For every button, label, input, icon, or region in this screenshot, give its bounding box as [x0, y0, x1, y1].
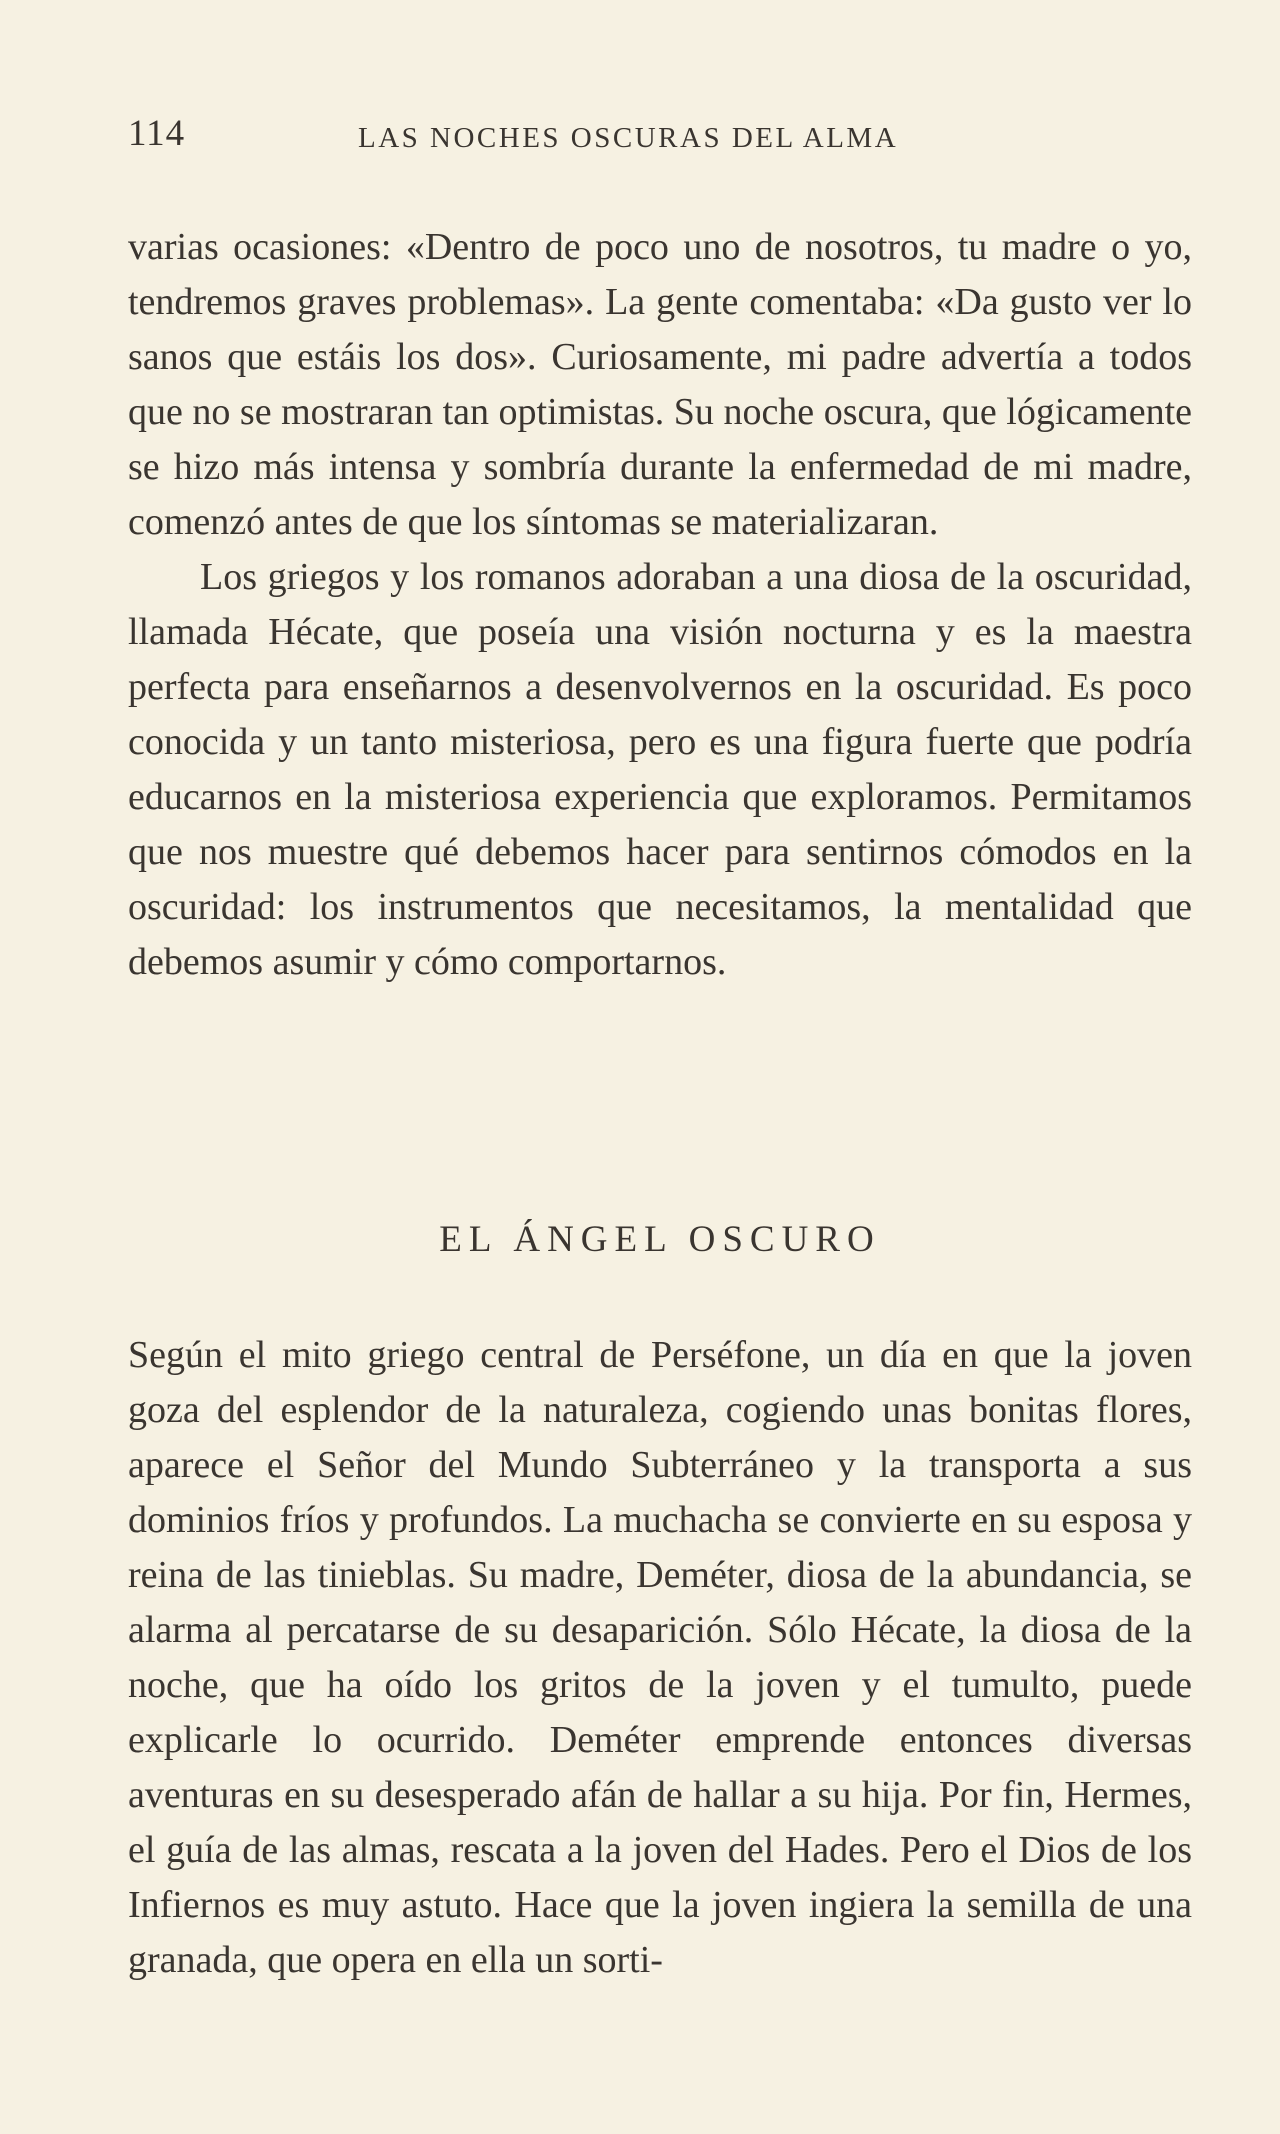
page-header: [128, 112, 1188, 162]
paragraph-persephone-myth: Según el mito griego central de Perséfone, un día en que la joven goza del esplendor de la naturaleza, cogiendo unas bonitas flores, aparece el Señor del Mundo Subterráneo y la transporta a sus dominios fríos y profundos. La muchacha se convierte en su esposa y reina de las tinieblas. Su madre, Deméter, diosa de la abundancia, se alarma al percatarse de su desaparición. Sólo Hécate, la diosa de la noche, que ha oído los gritos de la joven y el tumulto, puede explicarle lo ocurrido. Deméter emprende entonces diversas aventuras en su desesperado afán de hallar a su hija. Por fin, Hermes, el guía de las almas, rescata a la joven del Hades. Pero el Dios de los Infiernos es muy astuto. Hace que la joven ingiera la semilla de una granada, que opera en ella un sorti-: [128, 1334, 1192, 1981]
paragraph-hecate: Los griegos y los romanos adoraban a una diosa de la oscuridad, llamada Hécate, que poseía una visión nocturna y es la maestra perfecta para enseñarnos a desenvolvernos en la oscuridad. Es poco conocida y un tanto misteriosa, pero es una figura fuerte que podría educarnos en la misteriosa experiencia que exploramos. Permitamos que nos muestre qué debemos hacer para sentirnos cómodos en la oscuridad: los instrumentos que necesitamos, la mentalidad que debemos asumir y cómo comportarnos.: [128, 556, 1192, 983]
paragraph-continuation: varias ocasiones: «Dentro de poco uno de nosotros, tu madre o yo, tendremos graves problemas». La gente comentaba: «Da gusto ver lo sanos que estáis los dos». Curiosamente, mi padre advertía a todos que no se mostraran tan optimistas. Su noche oscura, que lógicamente se hizo más intensa y sombría durante la enfermedad de mi madre, comenzó antes de que los síntomas se materializaran.: [128, 226, 1192, 543]
page-number: 114: [128, 113, 186, 154]
section-heading: EL ÁNGEL OSCURO: [439, 1219, 881, 1260]
body-text-section: [128, 1328, 1192, 1988]
running-title: LAS NOCHES OSCURAS DEL ALMA: [358, 122, 899, 154]
body-text-top: [128, 220, 1192, 990]
